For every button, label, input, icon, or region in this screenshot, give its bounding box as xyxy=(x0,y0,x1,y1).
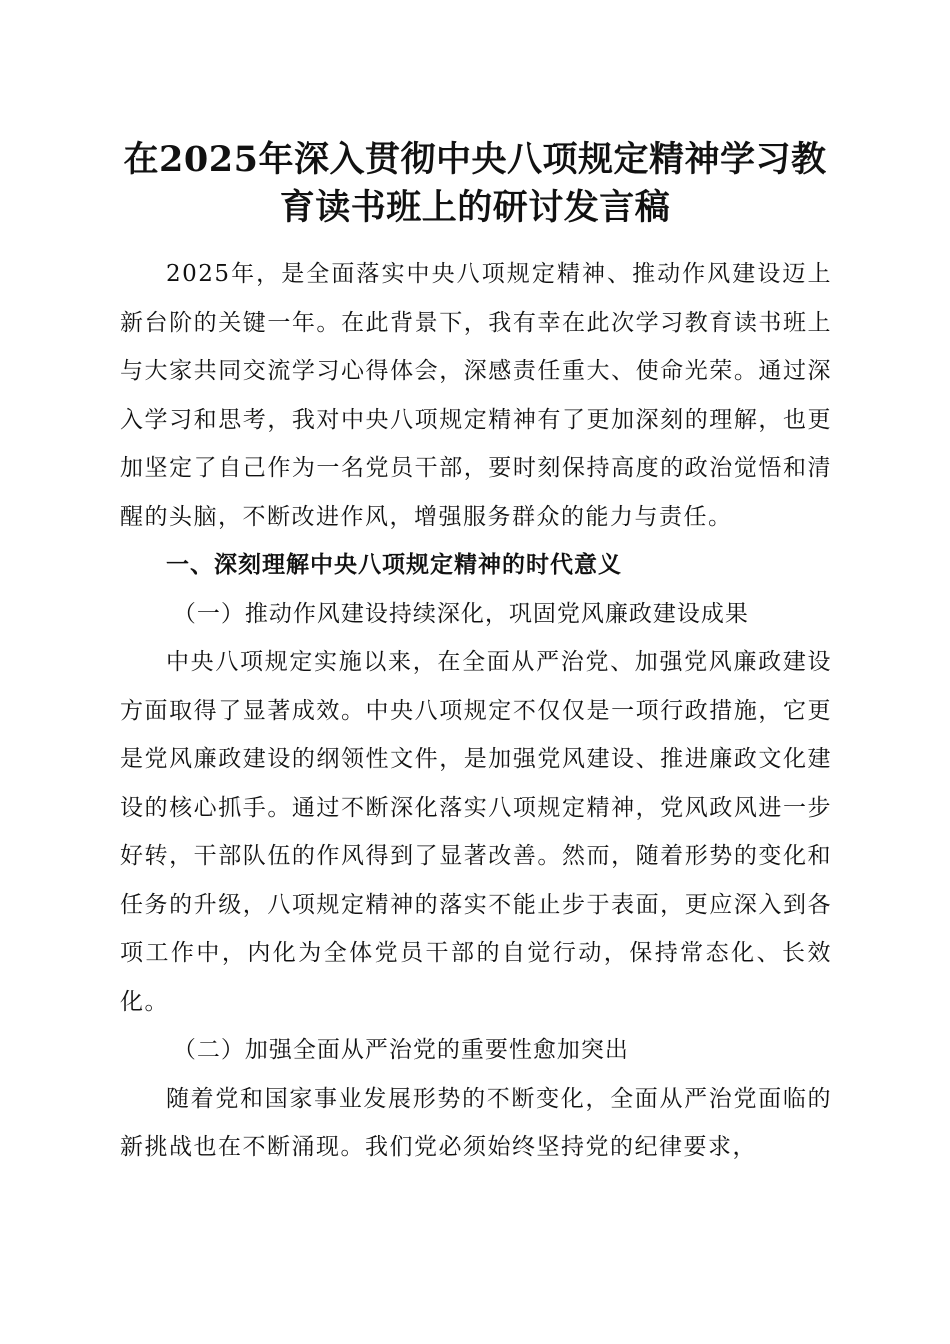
subsection-heading: （二）加强全面从严治党的重要性愈加突出 xyxy=(172,1037,629,1063)
subsection-heading: （一）推动作风建设持续深化，巩固党风廉政建设成果 xyxy=(172,600,749,627)
intro-paragraph: 2025年，是全面落实中央八项规定精神、推动作风建设迈上新台阶的关键一年。在此背景下，我有幸在此次学习教育读书班上与大家共同交流学习心得体会，深感责任重大、使命光荣。通过深入学习和思考，我对中央八项规定精神有了更加深刻的理解，也更加坚定了自己作为一名党员干部，要时刻保持高度的政治觉悟和清醒的头脑，不断改进作风，增强服务群众的能力与责任。 xyxy=(120,261,832,530)
title-line-2: 育读书班上的研讨发言稿 xyxy=(279,187,671,228)
section-heading: 一、深刻理解中央八项规定精神的时代意义 xyxy=(166,552,622,578)
document-title xyxy=(100,136,850,232)
title-line-1: 在2025年深入贯彻中央八项规定精神学习教 xyxy=(123,139,827,180)
body-paragraph: 随着党和国家事业发展形势的不断变化，全面从严治党面临的新挑战也在不断涌现。我们党必须始终坚持党的纪律要求， xyxy=(120,1085,832,1160)
document-body xyxy=(120,250,832,1172)
body-paragraph: 中央八项规定实施以来，在全面从严治党、加强党风廉政建设方面取得了显著成效。中央八项规定不仅仅是一项行政措施，它更是党风廉政建设的纲领性文件，是加强党风建设、推进廉政文化建设的核心抓手。通过不断深化落实八项规定精神，党风政风进一步好转，干部队伍的作风得到了显著改善。然而，随着形势的变化和任务的升级，八项规定精神的落实不能止步于表面，更应深入到各项工作中，内化为全体党员干部的自觉行动，保持常态化、长效化。 xyxy=(120,649,832,1015)
